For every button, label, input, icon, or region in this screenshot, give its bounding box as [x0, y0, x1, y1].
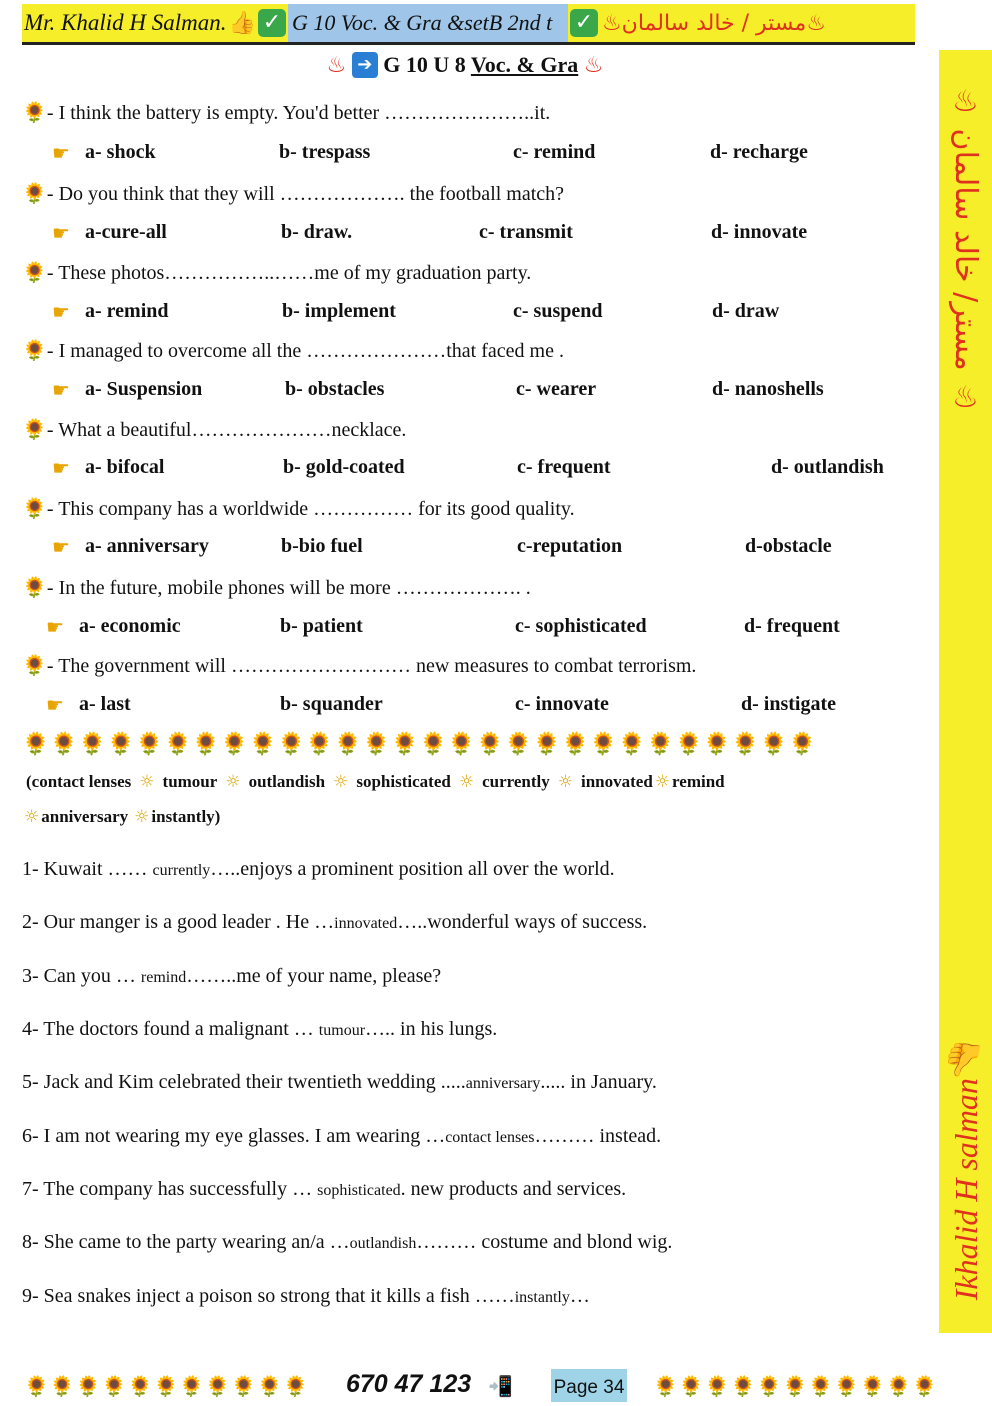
option-b: b-bio fuel — [281, 535, 363, 557]
option-a: a- bifocal — [85, 456, 165, 478]
sentence-text: ……… costume and blond wig. — [416, 1231, 673, 1253]
question-text: - I think the battery is empty. You'd better …………………..it. — [46, 102, 551, 124]
answer: currently — [152, 862, 211, 879]
sunflower-icon: 🌻 — [22, 181, 47, 205]
sentence-text: …..enjoys a prominent position all over the world. — [210, 858, 615, 880]
sunflower-divider: 🌻🌻🌻🌻🌻🌻🌻🌻🌻🌻🌻🌻🌻🌻🌻🌻🌻🌻🌻🌻🌻🌻🌻🌻🌻🌻🌻🌻 — [22, 732, 817, 757]
sentence-text: 3- Can you … — [22, 965, 141, 987]
option-b: b- gold-coated — [283, 456, 405, 478]
option-d: d- outlandish — [771, 456, 884, 478]
word-bank-item: outlandish — [248, 772, 326, 791]
sun-icon: ☼ — [139, 772, 155, 792]
answer: remind — [140, 969, 187, 986]
question-text: - I managed to overcome all the …………………that faced me . — [46, 340, 564, 362]
option-c: c- innovate — [515, 693, 609, 715]
sentence-text: 8- She came to the party wearing an/a … — [22, 1231, 350, 1253]
page-number: Page 34 — [551, 1369, 627, 1402]
mobile-phone-icon: 📲 — [488, 1374, 513, 1398]
option-c: c- frequent — [517, 456, 611, 478]
sentence-7 — [22, 1178, 626, 1201]
header-bar — [22, 4, 915, 45]
option-d: d- innovate — [711, 221, 808, 243]
title-main: Voc. & Gra — [470, 52, 579, 77]
arabic-author-name: ♨مستر / خالد سالمان♨ — [601, 10, 826, 36]
sunflower-icon: 🌻 — [22, 653, 47, 677]
question-5 — [22, 417, 406, 442]
sentence-4 — [22, 1018, 497, 1041]
option-d: d- frequent — [744, 615, 840, 637]
sunflower-icon: 🌻 — [22, 338, 47, 362]
sunflower-icon: 🌻 — [22, 496, 47, 520]
option-d: d- recharge — [710, 141, 808, 163]
option-d: d- instigate — [741, 693, 836, 715]
word-bank-item: remind — [672, 772, 725, 791]
sunflower-icon: 🌻 — [22, 417, 47, 441]
sentence-text: …..wonderful ways of success. — [397, 911, 648, 933]
word-bank-item: tumour — [162, 772, 218, 791]
option-c: c- sophisticated — [515, 615, 647, 637]
right-arrow-icon: ➔ — [352, 52, 378, 78]
phone-number: 670 47 123 — [346, 1370, 472, 1398]
sentence-text: . new products and services. — [400, 1178, 627, 1200]
sentence-text: 4- The doctors found a malignant … — [22, 1018, 319, 1040]
option-b: b- draw. — [281, 221, 353, 243]
option-b: b- implement — [282, 300, 396, 322]
word-bank-item: (contact lenses — [26, 772, 132, 791]
option-b: b- patient — [280, 615, 363, 637]
option-a: a- anniversary — [85, 535, 209, 557]
word-bank-item: currently — [482, 772, 550, 791]
side-english-name: Ikhalid H salman👍 — [947, 1039, 984, 1301]
footer-sunflowers-left: 🌻🌻🌻🌻🌻🌻🌻🌻🌻🌻🌻 — [24, 1374, 309, 1398]
sun-icon: ☼ — [557, 772, 573, 792]
question-text: - These photos……………..……me of my graduation party. — [46, 262, 532, 284]
question-1 — [22, 100, 550, 125]
word-bank-line-1 — [26, 772, 725, 792]
word-bank-item: instantly) — [151, 807, 221, 826]
pointing-hand-icon: ☛ — [52, 456, 70, 480]
sentence-text: 2- Our manger is a good leader . He … — [22, 911, 335, 933]
checkmark-icon: ✓ — [258, 9, 286, 37]
title-prefix: G 10 U 8 — [383, 52, 466, 77]
option-a: a- last — [79, 693, 131, 715]
question-text: - The government will ……………………… new measures to combat terrorism. — [46, 655, 697, 677]
document-title: G 10 Voc. & Gra &setB 2nd t — [288, 4, 568, 42]
option-a: a- shock — [85, 141, 156, 163]
side-banner — [939, 50, 992, 1333]
option-d: d- nanoshells — [712, 378, 824, 400]
sentence-1 — [22, 858, 615, 881]
side-arabic-name: ♨ مستر/ خالد سالمان ♨ — [948, 84, 983, 416]
pointing-hand-icon: ☛ — [52, 141, 70, 165]
sentence-text: ..... in January. — [540, 1071, 657, 1093]
sentence-text: ……… instead. — [534, 1125, 662, 1147]
question-text: - What a beautiful…………………necklace. — [46, 419, 407, 441]
answer: outlandish — [349, 1235, 417, 1252]
answer: instantly — [514, 1289, 570, 1306]
question-3 — [22, 260, 531, 285]
page-title — [0, 52, 930, 78]
question-text: - In the future, mobile phones will be more ………………. . — [46, 577, 531, 599]
sun-icon: ☼ — [134, 807, 150, 827]
sentence-3 — [22, 965, 441, 988]
sentence-text: 1- Kuwait …… — [22, 858, 153, 880]
sunflower-icon: 🌻 — [22, 260, 47, 284]
pointing-hand-icon: ☛ — [52, 300, 70, 324]
question-6 — [22, 496, 575, 521]
checkmark-icon: ✓ — [570, 9, 598, 37]
option-c: c- transmit — [479, 221, 573, 243]
pointing-hand-icon: ☛ — [52, 535, 70, 559]
question-text: - This company has a worldwide …………… for its good quality. — [46, 498, 575, 520]
option-a: a- economic — [79, 615, 181, 637]
pointing-hand-icon: ☛ — [46, 615, 64, 639]
author-name: Mr. Khalid H Salman. — [24, 10, 227, 35]
option-c: c- wearer — [516, 378, 597, 400]
hot-springs-icon: ♨ — [583, 53, 604, 78]
option-a: a-cure-all — [85, 221, 167, 243]
answer: tumour — [318, 1022, 366, 1039]
option-b: b- squander — [280, 693, 383, 715]
pointing-hand-icon: ☛ — [52, 221, 70, 245]
pointing-hand-icon: ☛ — [52, 378, 70, 402]
sentence-text: 9- Sea snakes inject a poison so strong that it kills a fish …… — [22, 1285, 515, 1307]
option-a: a- remind — [85, 300, 169, 322]
word-bank-item: innovated — [581, 772, 653, 791]
sun-icon: ☼ — [24, 807, 40, 827]
sunflower-icon: 🌻 — [22, 100, 47, 124]
sun-icon: ☼ — [333, 772, 349, 792]
sentence-text: ……..me of your name, please? — [186, 965, 442, 987]
option-d: d- draw — [712, 300, 780, 322]
answer: anniversary — [465, 1075, 541, 1092]
question-8 — [22, 653, 696, 678]
word-bank-line-2 — [24, 807, 220, 827]
word-bank-item: anniversary — [41, 807, 129, 826]
question-2 — [22, 181, 564, 206]
sentence-text: 7- The company has successfully … — [22, 1178, 318, 1200]
sentence-text: 5- Jack and Kim celebrated their twentieth wedding ..... — [22, 1071, 466, 1093]
option-c: c- remind — [513, 141, 596, 163]
sunflower-icon: 🌻 — [22, 575, 47, 599]
option-a: a- Suspension — [85, 378, 203, 400]
answer: contact lenses — [445, 1129, 535, 1146]
sentence-text: … — [569, 1285, 590, 1307]
question-4 — [22, 338, 564, 363]
answer: innovated — [334, 915, 398, 932]
sentence-9 — [22, 1285, 590, 1308]
sentence-2 — [22, 911, 647, 934]
option-d: d-obstacle — [745, 535, 832, 557]
pointing-hand-icon: ☛ — [46, 693, 64, 717]
option-c: c- suspend — [513, 300, 603, 322]
thumbs-up-icon: 👍 — [228, 10, 256, 35]
word-bank-item: sophisticated — [356, 772, 451, 791]
sun-icon: ☼ — [225, 772, 241, 792]
question-7 — [22, 575, 531, 600]
option-c: c-reputation — [517, 535, 623, 557]
sun-icon: ☼ — [654, 772, 671, 792]
option-b: b- trespass — [279, 141, 371, 163]
sentence-8 — [22, 1231, 672, 1254]
sentence-5 — [22, 1071, 657, 1094]
sun-icon: ☼ — [458, 772, 475, 792]
sentence-text: ….. in his lungs. — [365, 1018, 498, 1040]
question-text: - Do you think that they will ………………. the football match? — [46, 183, 565, 205]
hot-springs-icon: ♨ — [326, 53, 347, 78]
footer-sunflowers-right: 🌻🌻🌻🌻🌻🌻🌻🌻🌻🌻🌻 — [653, 1374, 938, 1398]
sentence-6 — [22, 1125, 661, 1148]
answer: sophisticated — [317, 1182, 401, 1199]
sentence-text: 6- I am not wearing my eye glasses. I am wearing … — [22, 1125, 446, 1147]
option-b: b- obstacles — [285, 378, 385, 400]
